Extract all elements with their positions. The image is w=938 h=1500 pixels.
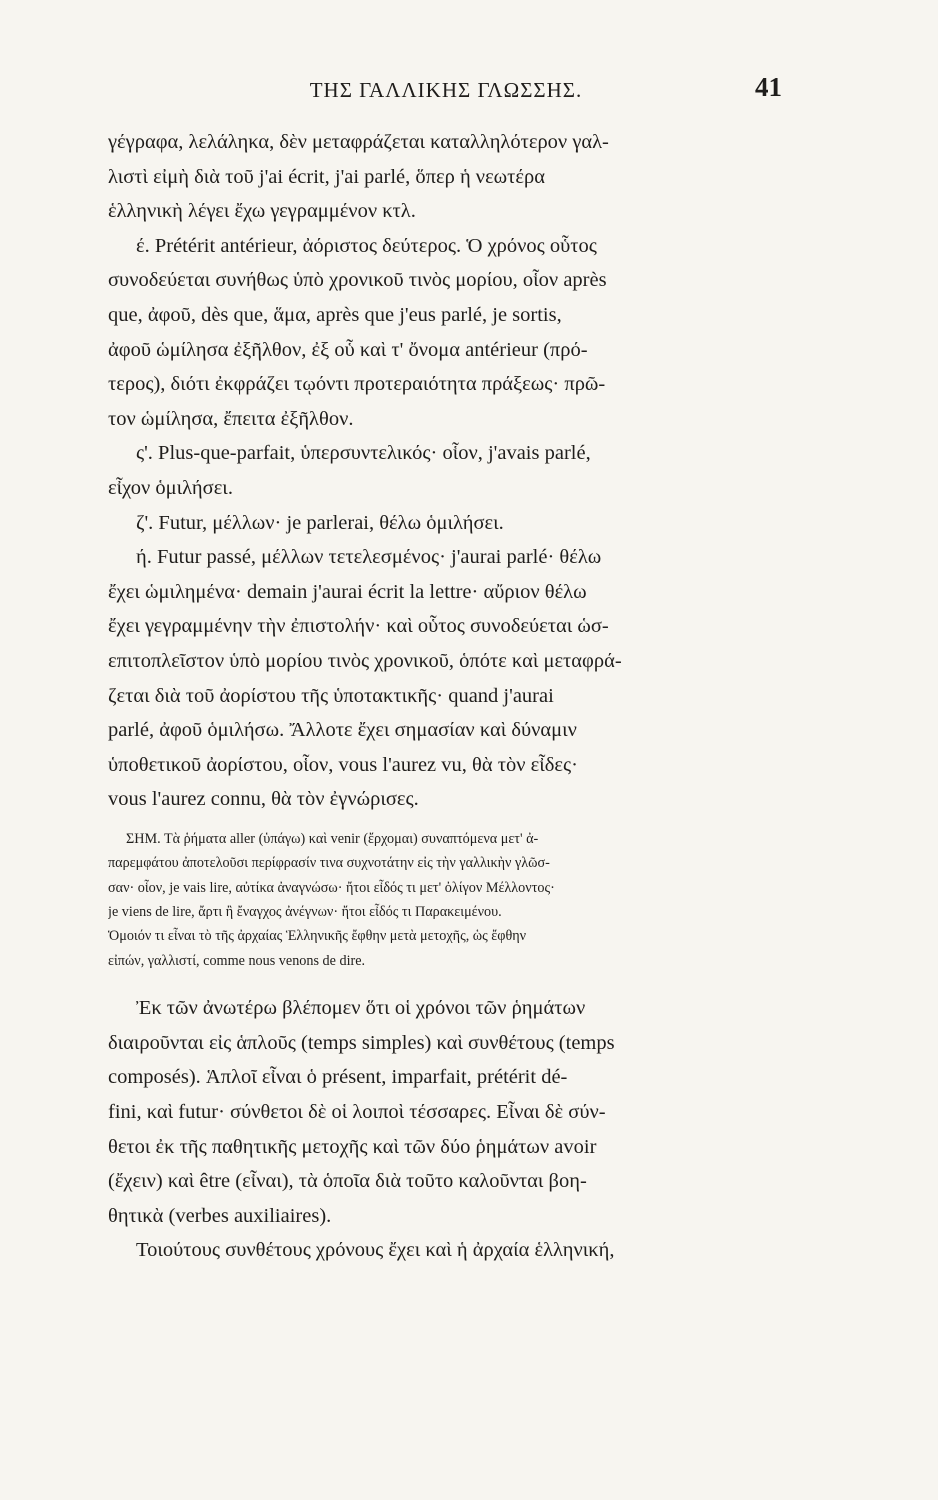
text-line: ἑλληνικὴ λέγει ἔχω γεγραμμένον κτλ. [108, 200, 416, 223]
text-line: ζ'. Futur, μέλλων· je parlerai, θέλω ὁμιλήσει. [136, 511, 504, 534]
text-line: γέγραφα, λελάληκα, δὲν μεταφράζεται καταλληλότερον γαλ- [108, 131, 609, 153]
text-line: ἀφοῦ ὡμίλησα ἐξῆλθον, ἐξ οὗ καὶ τ' ὄνομα antérieur (πρό- [108, 338, 588, 361]
text-line: composés). Ἁπλοῖ εἶναι ὁ présent, imparfait, prétérit dé- [108, 1066, 568, 1089]
note-line: Ὁμοιόν τι εἶναι τὸ τῆς ἀρχαίας Ἑλληνικῆς ἔφθην μετὰ μετοχῆς, ὡς ἔφθην [108, 928, 527, 945]
text-line: vous l'aurez connu, θὰ τὸν ἐγνώρισες. [108, 788, 419, 811]
note-line: παρεμφάτου ἀποτελοῦσι περίφρασίν τινα συχνοτάτην εἰς τὴν γαλλικὴν γλῶσ- [108, 855, 550, 872]
text-line: Τοιούτους συνθέτους χρόνους ἔχει καὶ ἡ ἀρχαία ἑλληνική, [136, 1239, 615, 1262]
text-line: que, ἀφοῦ, dès que, ἅμα, après que j'eus parlé, je sortis, [108, 303, 562, 326]
text-line: θητικὰ (verbes auxiliaires). [108, 1204, 332, 1227]
spacer [108, 817, 784, 827]
text-line: (ἔχειν) καὶ être (εἶναι), τὰ ὁποῖα διὰ τοῦτο καλοῦνται βοη- [108, 1170, 587, 1193]
text-line: εἶχον ὁμιλήσει. [108, 476, 233, 499]
page-number: 41 [755, 72, 782, 102]
text-line: Ἐκ τῶν ἀνωτέρω βλέπομεν ὅτι οἱ χρόνοι τῶν ῥημάτων [136, 997, 586, 1020]
text-line: συνοδεύεται συνήθως ὑπὸ χρονικοῦ τινὸς μορίου, οἷον après [108, 269, 607, 292]
text-line: fini, καὶ futur· σύνθετοι δὲ οἱ λοιποὶ τέσσαρες. Εἶναι δὲ σύν- [108, 1101, 606, 1123]
text-line: τον ὡμίλησα, ἔπειτα ἐξῆλθον. [108, 407, 354, 430]
note-line: σαν· οἷον, je vais lire, αὐτίκα ἀναγνώσω· ἤτοι εἶδός τι μετ' ὀλίγον Μέλλοντος· [108, 879, 555, 896]
text-line: ἔχει γεγραμμένην τὴν ἐπιστολήν· καὶ οὗτος συνοδεύεται ὡσ- [108, 615, 609, 638]
text-line: τερος), διότι ἐκφράζει τῳόντι προτεραιότητα πράξεως· πρῶ- [108, 373, 606, 396]
text-line: parlé, ἀφοῦ ὁμιλήσω. Ἄλλοτε ἔχει σημασίαν καὶ δύναμιν [108, 719, 577, 742]
text-line: έ. Prétérit antérieur, ἀόριστος δεύτερος. Ὁ χρόνος οὗτος [136, 234, 597, 257]
text-line: ς'. Plus-que-parfait, ὑπερσυντελικός· οἷον, j'avais parlé, [136, 442, 591, 465]
page-header [110, 72, 782, 108]
note-line: εἰπών, γαλλιστί, comme nous venons de dire. [108, 952, 366, 969]
page-text [108, 125, 784, 1268]
spacer [108, 973, 784, 991]
note-line: ΣΗΜ. Τὰ ῥήματα aller (ὑπάγω) καὶ venir (ἔρχομαι) συναπτόμενα μετ' ἀ- [126, 830, 539, 847]
note-line: je viens de lire, ἄρτι ἢ ἔναγχος ἀνέγνων· ἤτοι εἶδός τι Παρακειμένου. [108, 904, 502, 921]
text-line: επιτοπλεῖστον ὑπὸ μορίου τινὸς χρονικοῦ, ὁπότε καὶ μεταφρά- [108, 649, 622, 672]
text-line: διαιροῦνται εἰς ἁπλοῦς (temps simples) καὶ συνθέτους (temps [108, 1031, 615, 1054]
text-line: ζεται διὰ τοῦ ἀορίστου τῆς ὑποτακτικῆς· quand j'aurai [108, 684, 554, 707]
text-line: λιστὶ εἰμὴ διὰ τοῦ j'ai écrit, j'ai parlé, ὅπερ ἡ νεωτέρα [108, 165, 545, 188]
running-title: ΤΗΣ ΓΑΛΛΙΚΗΣ ΓΛΩΣΣΗΣ. [309, 78, 583, 102]
text-line: ή. Futur passé, μέλλων τετελεσμένος· j'aurai parlé· θέλω [136, 546, 602, 569]
text-line: θετοι ἐκ τῆς παθητικῆς μετοχῆς καὶ τῶν δύο ῥημάτων avoir [108, 1135, 597, 1158]
text-line: ὑποθετικοῦ ἀορίστου, οἷον, vous l'aurez vu, θὰ τὸν εἶδες· [108, 753, 578, 776]
text-line: ἔχει ὡμιλημένα· demain j'aurai écrit la lettre· αὔριον θέλω [108, 580, 587, 603]
